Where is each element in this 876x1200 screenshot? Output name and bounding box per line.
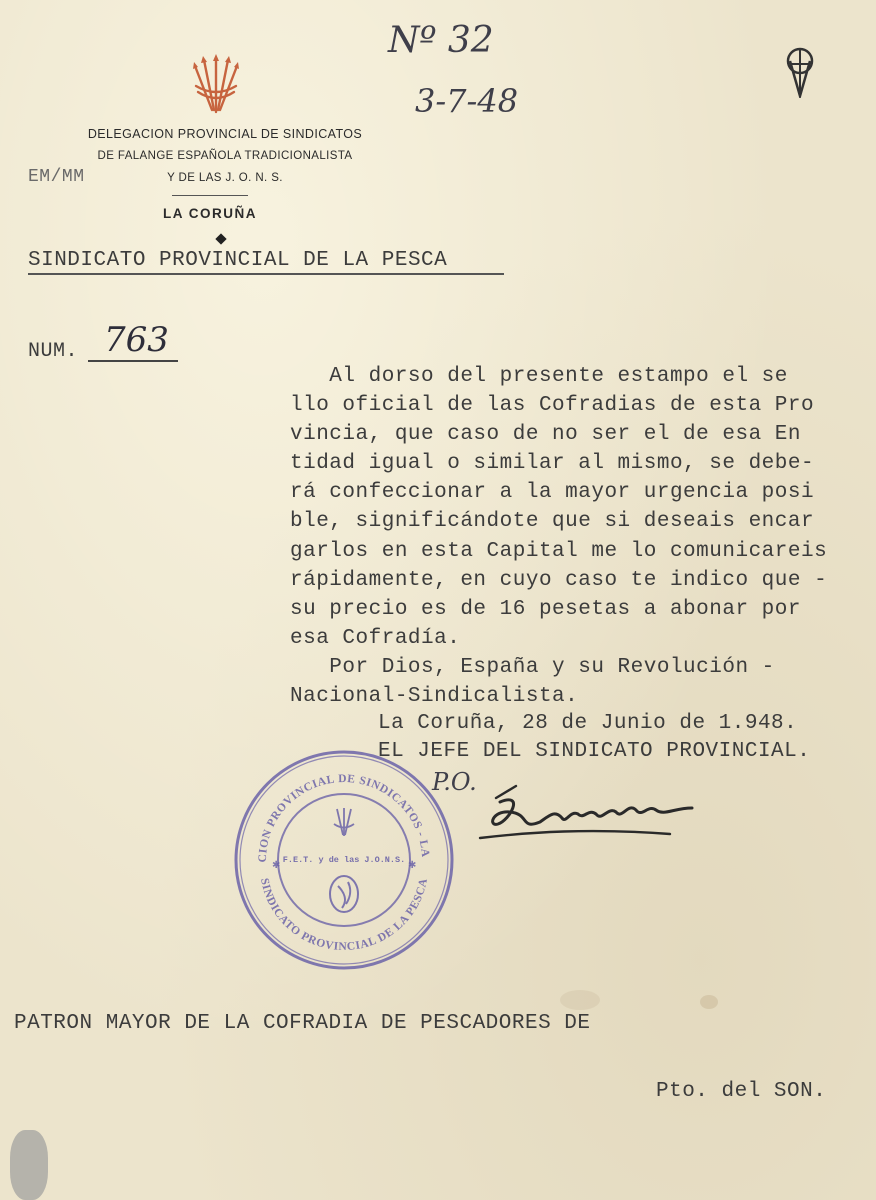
body-line: su precio es de 16 pesetas a abonar por [290, 598, 801, 621]
per-order-handwritten: P.O. [432, 768, 477, 796]
recipient-line: PATRON MAYOR DE LA COFRADIA DE PESCADORES DE [14, 1012, 591, 1035]
letterhead-line-2: DE FALANGE ESPAÑOLA TRADICIONALISTA [97, 150, 353, 162]
num-underline [88, 360, 178, 362]
reference-initials: EM/MM [28, 167, 85, 187]
torn-corner-mark [10, 1130, 48, 1200]
handwritten-signature [470, 780, 710, 850]
letterhead-line-1: DELEGACION PROVINCIAL DE SINDICATOS [87, 127, 363, 141]
handwritten-number: Nº 32 [388, 20, 494, 61]
circular-seal-emblem-icon [785, 46, 815, 98]
num-label: NUM. [28, 340, 79, 363]
letterhead-city: LA CORUÑA [163, 206, 257, 221]
stain-mark [700, 995, 718, 1009]
body-line: tidad igual o similar al mismo, se debe- [290, 452, 815, 475]
body-line: Nacional-Sindicalista. [290, 685, 579, 708]
handwritten-date: 3-7-48 [415, 82, 519, 120]
letterhead-divider [172, 195, 248, 196]
body-line: Por Dios, España y su Revolución - [290, 656, 775, 679]
body-line: garlos en esta Capital me lo comunicareis [290, 540, 828, 563]
recipient-place: Pto. del SON. [656, 1080, 827, 1103]
body-line: vincia, que caso de no ser el de esa En [290, 423, 801, 446]
body-line: rá confeccionar a la mayor urgencia posi [290, 481, 815, 504]
syndicate-name: SINDICATO PROVINCIAL DE LA PESCA [28, 249, 448, 272]
body-line: Al dorso del presente estampo el se [290, 365, 788, 388]
stamp-star-icon: ✱ [408, 860, 417, 871]
stain-mark [560, 990, 600, 1010]
diamond-ornament [215, 233, 226, 244]
body-line: ble, significándote que si deseais encar [290, 510, 815, 533]
place-date: La Coruña, 28 de Junio de 1.948. [378, 712, 798, 735]
yoke-arrows-emblem-icon [190, 52, 242, 116]
signature-title: EL JEFE DEL SINDICATO PROVINCIAL. [378, 740, 811, 763]
body-line: rápidamente, en cuyo caso te indico que - [290, 569, 828, 592]
svg-text:DELEGACION PROVINCIAL DE SINDI [232, 748, 431, 863]
body-line: esa Cofradía. [290, 627, 461, 650]
syndicate-underline [28, 273, 504, 275]
official-stamp [232, 748, 456, 972]
stamp-bottom-text: SINDICATO PROVINCIAL DE LA PESCA [257, 877, 431, 954]
stamp-star-icon: ✱ [272, 860, 281, 871]
letterhead-line-3: Y DE LAS J. O. N. S. [167, 172, 283, 184]
stamp-outer-text: CION PROVINCIAL DE SINDICATOS - LA [256, 772, 432, 863]
stamp-graphic [232, 748, 456, 972]
num-value: 763 [104, 320, 169, 360]
body-line: llo oficial de las Cofradias de esta Pro [290, 394, 815, 417]
stamp-inner-text: F.E.T. y de las J.O.N.S. [282, 855, 406, 865]
